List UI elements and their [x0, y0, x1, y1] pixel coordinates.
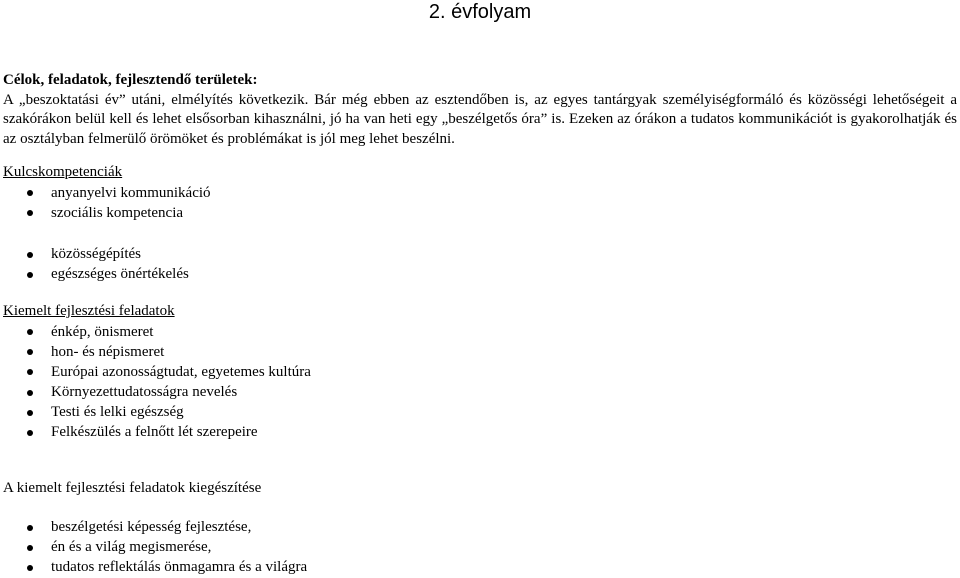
- page-title: 2. évfolyam: [428, 1, 532, 23]
- key-competences-list-1: [3, 183, 957, 223]
- list-item: [3, 203, 957, 223]
- list-item-label: Felkészülés a felnőtt lét szerepeire: [51, 424, 258, 441]
- list-item: [3, 362, 957, 382]
- list-item: [3, 537, 957, 557]
- bullet-icon: [27, 390, 33, 396]
- list-item: [3, 183, 957, 203]
- supplement-heading: A kiemelt fejlesztési feladatok kiegészítése: [3, 480, 262, 496]
- list-item-label: Testi és lelki egészség: [51, 404, 184, 421]
- list-item-label: beszélgetési képesség fejlesztése,: [51, 519, 252, 535]
- list-item: [3, 557, 957, 577]
- list-item: [3, 402, 957, 422]
- bullet-icon: [27, 525, 33, 531]
- list-item: [3, 244, 957, 264]
- key-competences-heading: Kulcskompetenciák: [3, 164, 123, 180]
- bullet-icon: [27, 252, 33, 258]
- list-item-label: hon- és népismeret: [51, 343, 165, 360]
- bullet-icon: [27, 349, 33, 355]
- bullet-icon: [27, 190, 33, 196]
- supplement-list: [3, 517, 957, 578]
- list-item-label: anyanyelvi kommunikáció: [51, 184, 211, 201]
- key-competences-group-2: [3, 244, 957, 284]
- supplement-list-block: [3, 517, 957, 578]
- list-item: [3, 342, 957, 362]
- bullet-icon: [27, 565, 33, 571]
- bullet-icon: [27, 329, 33, 335]
- list-item: [3, 382, 957, 402]
- key-competences-list-2: [3, 244, 957, 284]
- list-item-label: egészséges önértékelés: [51, 266, 189, 283]
- list-item-label: szociális kompetencia: [51, 204, 184, 221]
- priority-tasks-list: [3, 322, 957, 443]
- list-item: [3, 264, 957, 284]
- bullet-icon: [27, 272, 33, 278]
- goals-heading: Célok, feladatok, fejlesztendő területek:: [3, 72, 258, 88]
- list-item: [3, 322, 957, 342]
- key-competences-section: [3, 163, 957, 223]
- goals-section: [3, 71, 957, 149]
- list-item-label: én és a világ megismerése,: [51, 539, 212, 556]
- priority-tasks-section: [3, 302, 957, 443]
- supplement-section: [3, 479, 957, 499]
- list-item-label: közösségépítés: [51, 246, 141, 262]
- bullet-icon: [27, 369, 33, 375]
- bullet-icon: [27, 410, 33, 416]
- priority-tasks-heading: Kiemelt fejlesztési feladatok: [3, 303, 175, 319]
- list-item: [3, 517, 957, 537]
- bullet-icon: [27, 545, 33, 551]
- list-item-label: énkép, önismeret: [51, 323, 154, 340]
- list-item-label: Európai azonosságtudat, egyetemes kultúra: [51, 363, 311, 380]
- list-item-label: Környezettudatosságra nevelés: [51, 384, 238, 401]
- bullet-icon: [27, 210, 33, 216]
- bullet-icon: [27, 430, 33, 436]
- goals-paragraph: A „beszoktatási év” utáni, elmélyítés következik. Bár még ebben az esztendőben is, az egyes tantárgyak személyiségformáló és közösségi lehetőségeit a szakórákon belül kell és lehet elsősorban kihasználni, jó ha van heti egy „beszélgetős óra” is. Ezeken az órákon a tudatos kommunikációt is gyakorolhatják és az osztályban felmerülő örömöket és problémákat is jól meg lehet beszélni.: [3, 91, 957, 147]
- list-item-label: tudatos reflektálás önmagamra és a világra: [51, 559, 308, 576]
- list-item: [3, 422, 957, 442]
